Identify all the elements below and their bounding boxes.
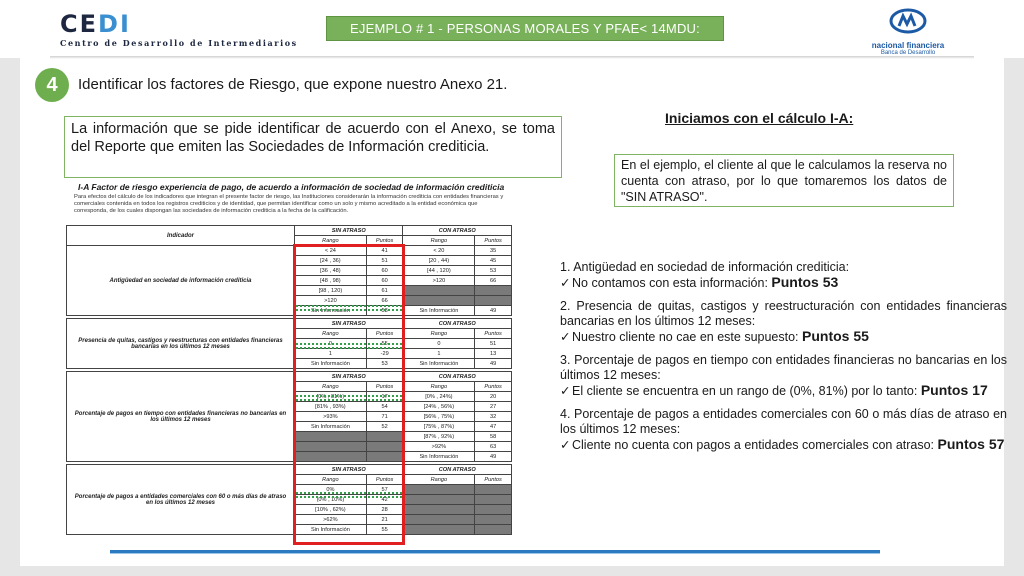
cedi-logo-word: CEDI: [60, 10, 131, 38]
puntos-cell: 42: [366, 495, 403, 505]
puntos-cell: 55: [366, 339, 403, 349]
puntos-cell: 51: [475, 339, 512, 349]
rango-cell: >120: [295, 296, 367, 306]
puntos-cell: 60: [366, 276, 403, 286]
puntos-header: Puntos: [475, 475, 512, 485]
rango-cell: [87% , 92%): [403, 432, 475, 442]
rango-cell: [36 , 48): [295, 266, 367, 276]
example-note-box: En el ejemplo, el cliente al que le calculamos la reserva no cuenta con atraso, por lo que tomaremos los datos de "SIN ATRASO".: [614, 154, 954, 207]
rango-cell: [56% , 75%): [403, 412, 475, 422]
point-note: ✓ Nuestro cliente no cae en este supuesto: Puntos 55: [560, 328, 869, 344]
rango-cell: [403, 286, 475, 296]
sin-atraso-header: SIN ATRASO: [295, 465, 403, 475]
sin-atraso-header: SIN ATRASO: [295, 372, 403, 382]
table-row: [67, 246, 512, 256]
puntos-cell: 66: [366, 296, 403, 306]
example-banner: EJEMPLO # 1 - PERSONAS MORALES Y PFAE< 14MDU:: [326, 16, 724, 41]
point-title: 2. Presencia de quitas, castigos y reestructuración con entidades financieras bancarias en los últimos 12 meses:: [560, 299, 1007, 328]
puntos-header: Puntos: [475, 236, 512, 246]
sin-atraso-header: SIN ATRASO: [295, 226, 403, 236]
puntos-cell: 17: [366, 392, 403, 402]
rango-cell: [403, 495, 475, 505]
nafin-logo-name: nacional financiera: [871, 41, 945, 50]
con-atraso-header: CON ATRASO: [403, 226, 512, 236]
puntos-cell: 71: [366, 412, 403, 422]
puntos-cell: 49: [475, 452, 512, 462]
rango-cell: [403, 525, 475, 535]
rango-cell: [403, 515, 475, 525]
rango-cell: [24% , 56%): [403, 402, 475, 412]
risk-factor-table: [66, 225, 512, 535]
rango-cell: >120: [403, 276, 475, 286]
con-atraso-header: CON ATRASO: [403, 319, 512, 329]
puntos-cell: 57: [366, 485, 403, 495]
rango-header: Rango: [295, 329, 367, 339]
nafin-logo-subtitle: Banca de Desarrollo: [880, 50, 936, 56]
point-note: ✓ Cliente no cuenta con pagos a entidades comerciales con atraso: Puntos 57: [560, 436, 1005, 452]
calculation-title: Iniciamos con el cálculo I-A:: [665, 110, 854, 126]
point-score: Puntos 57: [937, 436, 1005, 452]
puntos-header: Puntos: [366, 475, 403, 485]
rango-cell: >62%: [295, 515, 367, 525]
puntos-cell: 53: [366, 359, 403, 369]
step-number-badge: 4: [35, 68, 69, 102]
point-note: ✓ No contamos con esta información: Puntos 53: [560, 274, 839, 290]
cedi-logo-subtitle: Centro de Desarrollo de Intermediarios: [60, 38, 298, 48]
info-box: La información que se pide identificar de acuerdo con el Anexo, se toma del Reporte que emiten las Sociedades de Información crediticia.: [64, 116, 562, 178]
annex-document: [64, 182, 514, 215]
puntos-cell: 60: [366, 266, 403, 276]
check-icon: ✓: [560, 384, 571, 398]
puntos-cell: [475, 286, 512, 296]
check-icon: ✓: [560, 276, 571, 290]
point-title: 3. Porcentaje de pagos en tiempo con entidades financieras no bancarias en los últimos 12 meses:: [560, 353, 1007, 382]
rango-header: Rango: [403, 382, 475, 392]
point-note: ✓ El cliente se encuentra en un rango de (0%, 81%) por lo tanto: Puntos 17: [560, 382, 988, 398]
rango-header: Rango: [403, 475, 475, 485]
puntos-cell: 27: [475, 402, 512, 412]
annex-description: Para efectos del cálculo de los indicadores que integran el presente factor de riesgo, las Instituciones considerarán la información crediticia con entidades financieras y comerciales contenida en todos los registros crediticios y de identidad, que permitan identificar como un solo y mismo acreditado a la entidad económica que corresponda, de los cuales dispongan las sociedades de información crediticia a la fecha de la calificación.: [74, 194, 504, 214]
puntos-cell: [475, 505, 512, 515]
indicator-cell: Porcentaje de pagos en tiempo con entidades financieras no bancarias en los últimos 12 meses: [67, 372, 295, 462]
puntos-cell: 32: [475, 412, 512, 422]
puntos-cell: 13: [475, 349, 512, 359]
rango-cell: [403, 485, 475, 495]
rango-cell: Sin Información: [295, 422, 367, 432]
puntos-cell: -29: [366, 349, 403, 359]
rango-cell: [98 , 120): [295, 286, 367, 296]
puntos-header: Puntos: [366, 329, 403, 339]
point-score: Puntos 17: [920, 382, 988, 398]
nafin-logo: [858, 8, 958, 56]
puntos-cell: [475, 495, 512, 505]
header: [0, 0, 1024, 58]
puntos-cell: 53: [475, 266, 512, 276]
puntos-cell: 49: [475, 306, 512, 316]
rango-cell: 1: [295, 349, 367, 359]
point-score: Puntos 53: [771, 274, 839, 290]
indicator-cell: Indicador: [67, 226, 295, 246]
point-item-3: [560, 353, 1007, 399]
con-atraso-header: CON ATRASO: [403, 465, 512, 475]
rango-cell: (0% , 10%): [295, 495, 367, 505]
point-title: 1. Antigüedad en sociedad de información crediticia:: [560, 260, 850, 274]
puntos-cell: 58: [475, 432, 512, 442]
rango-cell: Sin Información: [295, 525, 367, 535]
rango-cell: < 24: [295, 246, 367, 256]
puntos-cell: 47: [475, 422, 512, 432]
section-header-row: [67, 465, 512, 475]
step-heading: Identificar los factores de Riesgo, que expone nuestro Anexo 21.: [78, 76, 508, 93]
puntos-cell: 54: [366, 402, 403, 412]
rango-cell: [75% , 87%): [403, 422, 475, 432]
cedi-logo: [60, 12, 298, 48]
puntos-cell: 35: [475, 246, 512, 256]
rango-cell: < 20: [403, 246, 475, 256]
rango-header: Rango: [295, 382, 367, 392]
annex-title: I-A Factor de riesgo experiencia de pago, de acuerdo a información de sociedad de información crediticia: [78, 182, 505, 192]
points-list: [560, 260, 1007, 461]
rango-cell: [24 , 36): [295, 256, 367, 266]
puntos-cell: 55: [366, 525, 403, 535]
rango-header: Rango: [295, 475, 367, 485]
check-icon: ✓: [560, 438, 571, 452]
point-title: 4. Porcentaje de pagos a entidades comerciales con 60 o más días de atraso en los últimos 12 meses:: [560, 407, 1007, 436]
rango-header: Rango: [403, 236, 475, 246]
rango-cell: [0% , 24%): [403, 392, 475, 402]
rango-cell: 0: [295, 339, 367, 349]
con-atraso-header: CON ATRASO: [403, 372, 512, 382]
rango-cell: >92%: [403, 442, 475, 452]
selected-row-marker: [296, 395, 402, 401]
puntos-cell: 41: [366, 246, 403, 256]
rango-cell: Sin Información: [403, 452, 475, 462]
rango-cell: [81% , 93%): [295, 402, 367, 412]
rango-cell: [10% , 62%): [295, 505, 367, 515]
puntos-cell: 52: [366, 422, 403, 432]
indicator-cell: Presencia de quitas, castigos y reestructuras con entidades financieras bancarias en los últimos 12 meses: [67, 319, 295, 369]
section-header-row: [67, 226, 512, 236]
puntos-cell: 61: [366, 286, 403, 296]
indicator-cell: Porcentaje de pagos a entidades comerciales con 60 o más días de atraso en los últimos 12 meses: [67, 465, 295, 535]
check-icon: ✓: [560, 330, 571, 344]
puntos-cell: 21: [366, 515, 403, 525]
rango-cell: 0%: [295, 485, 367, 495]
rango-cell: >93%: [295, 412, 367, 422]
section-header-row: [67, 319, 512, 329]
point-item-2: [560, 299, 1007, 345]
puntos-cell: 53: [366, 306, 403, 316]
puntos-cell: [475, 296, 512, 306]
puntos-cell: 45: [475, 256, 512, 266]
nafin-logo-icon: [889, 8, 927, 34]
puntos-header: Puntos: [366, 236, 403, 246]
puntos-cell: 66: [475, 276, 512, 286]
rango-cell: Sin Información: [403, 359, 475, 369]
indicator-cell: Antigüedad en sociedad de información crediticia: [67, 246, 295, 316]
puntos-cell: [475, 485, 512, 495]
rango-cell: Sin Información: [295, 359, 367, 369]
puntos-cell: 28: [366, 505, 403, 515]
point-score: Puntos 55: [802, 328, 869, 344]
puntos-cell: 49: [475, 359, 512, 369]
puntos-cell: [475, 525, 512, 535]
rango-cell: Sin Información: [295, 306, 367, 316]
rango-header: Rango: [295, 236, 367, 246]
header-divider: [50, 56, 974, 59]
selected-row-marker: [296, 492, 402, 498]
rango-cell: Sin Información: [403, 306, 475, 316]
section-header-row: [67, 372, 512, 382]
rango-cell: 0: [403, 339, 475, 349]
point-item-4: [560, 407, 1007, 453]
rango-header: Rango: [403, 329, 475, 339]
rango-cell: [403, 505, 475, 515]
puntos-cell: 20: [475, 392, 512, 402]
puntos-header: Puntos: [366, 382, 403, 392]
puntos-header: Puntos: [475, 382, 512, 392]
puntos-cell: [475, 515, 512, 525]
rango-cell: [20 , 44): [403, 256, 475, 266]
puntos-cell: 51: [366, 256, 403, 266]
puntos-header: Puntos: [475, 329, 512, 339]
rango-cell: [403, 296, 475, 306]
footer-rule-light: [110, 553, 880, 554]
selected-row-marker: [296, 343, 402, 349]
sin-atraso-header: SIN ATRASO: [295, 319, 403, 329]
rango-cell: 1: [403, 349, 475, 359]
rango-cell: [0% , 81%): [295, 392, 367, 402]
point-item-1: [560, 260, 1007, 291]
rango-cell: [44 , 120): [403, 266, 475, 276]
selected-row-marker: [296, 305, 402, 311]
puntos-cell: 63: [475, 442, 512, 452]
rango-cell: [48 , 98): [295, 276, 367, 286]
